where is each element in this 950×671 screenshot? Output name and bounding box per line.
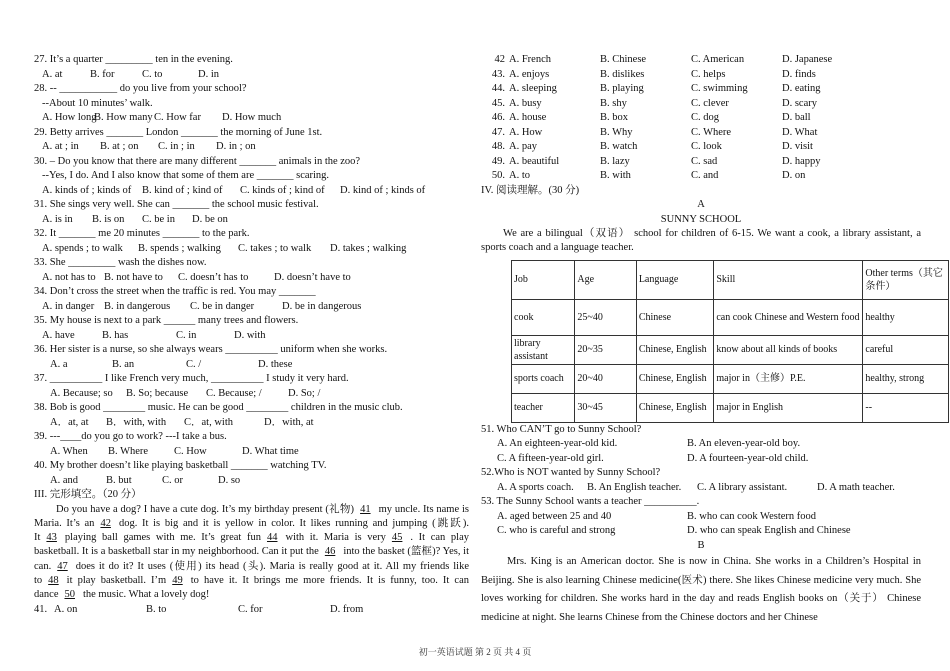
option: C. American <box>691 54 745 65</box>
option-row <box>481 437 921 452</box>
option-number: 48. <box>491 141 505 152</box>
option: B. shy <box>600 97 627 109</box>
cloze-option-row <box>481 97 921 112</box>
cloze-option-row <box>481 53 921 68</box>
option: A. in danger <box>42 300 95 312</box>
option: D. from <box>330 603 364 615</box>
jobs-table <box>511 260 949 423</box>
cloze-option-row <box>481 111 921 126</box>
cloze-option-row <box>481 82 921 97</box>
option: A. An eighteen-year-old kid. <box>497 438 618 450</box>
option: A. a <box>50 358 68 370</box>
table-cell: know about all kinds of books <box>714 335 863 364</box>
cloze-blank: 43 <box>46 532 57 544</box>
option: A. sleeping <box>509 83 557 94</box>
option: D. Japanese <box>782 54 833 65</box>
option-row <box>34 387 469 402</box>
question-stem: 53. The Sunny School wants a teacher __________. <box>481 496 700 508</box>
option: C. or <box>162 474 183 486</box>
option-row <box>34 140 469 155</box>
option: A. kinds of ; kinds of <box>42 184 132 196</box>
question-stem: 27. It’s a quarter _________ ten in the evening. <box>34 54 233 65</box>
question-stem: 31. She sings very well. She can _______ the school music festival. <box>34 199 319 210</box>
option: D. with <box>234 329 266 341</box>
cloze-blank: 48 <box>48 574 59 586</box>
option-number: 42 <box>494 54 505 65</box>
option-row <box>34 445 469 460</box>
option-row <box>34 184 469 199</box>
option: C. How far <box>154 112 201 123</box>
cloze-blank: 47 <box>57 560 68 572</box>
option: A. spends ; to walk <box>42 242 123 254</box>
option: D. So; / <box>288 387 321 399</box>
table-cell: can cook Chinese and Western food <box>714 299 863 335</box>
table-header-cell: Language <box>636 260 714 299</box>
question-stem: 39. ---____do you go to work? ---I take a bus. <box>34 431 227 442</box>
option: C. kinds of ; kind of <box>240 184 325 196</box>
option: C. Because; / <box>206 387 262 399</box>
option: D. doesn’t have to <box>274 271 351 283</box>
table-cell: healthy, strong <box>863 364 949 393</box>
option: B. who can cook Western food <box>687 510 817 522</box>
option: C. doesn’t has to <box>178 271 249 283</box>
option: B. but <box>106 474 132 486</box>
left-column <box>34 53 469 617</box>
question-stem: 33. She _________ wash the dishes now. <box>34 257 207 268</box>
option: B. Chinese <box>600 54 647 65</box>
cloze-blank: 42 <box>100 517 111 529</box>
option: B. at ; on <box>100 141 139 152</box>
option-number: 47. <box>491 126 505 138</box>
cloze-text: my uncle. Its name is Maria. It’s an <box>34 503 469 529</box>
table-cell: 20~35 <box>575 335 636 364</box>
option: A. aged between 25 and 40 <box>497 510 612 522</box>
option: D. A fourteen-year-old child. <box>687 452 809 464</box>
cloze-text: it play basketball. I’m <box>66 574 167 586</box>
option: C. / <box>186 358 202 370</box>
cloze-blank: 41 <box>360 503 371 515</box>
cloze-text: with it. Maria is very <box>285 532 386 544</box>
option: A. When <box>50 445 88 457</box>
table-header-cell: Skill <box>714 260 863 299</box>
option: A. have <box>42 329 75 341</box>
cloze-blank: 50 <box>64 589 75 601</box>
cloze-blank: 46 <box>324 546 336 558</box>
table-row <box>512 364 949 393</box>
section-heading: III. 完形填空。（20 分） <box>34 489 142 500</box>
option: B. spends ; walking <box>138 242 221 254</box>
option: B. dislikes <box>600 68 645 80</box>
option-row <box>34 111 469 126</box>
option: B. not have to <box>104 271 163 283</box>
option: D. kind of ; kinds of <box>340 184 426 196</box>
cloze-blank: 45 <box>391 532 403 544</box>
option-row <box>34 329 469 344</box>
option: C. for <box>238 603 263 615</box>
option: C. clever <box>691 97 729 109</box>
option: A. not has to <box>42 271 96 283</box>
table-cell: teacher <box>512 393 575 422</box>
option-number: 41. <box>34 603 48 615</box>
option: D. takes ; walking <box>330 242 407 254</box>
option: C. be in <box>142 213 175 225</box>
option: A. pay <box>509 141 537 152</box>
option: D. A math teacher. <box>817 481 895 493</box>
option: D. How much <box>222 112 282 123</box>
option: B. Where <box>108 445 149 457</box>
option-row <box>34 68 469 83</box>
option: C. swimming <box>691 83 748 94</box>
option: C. be in danger <box>190 300 255 312</box>
table-row <box>512 299 949 335</box>
option: C. helps <box>691 68 726 80</box>
option-number: 50. <box>491 170 505 181</box>
option: B. with <box>600 170 631 181</box>
option: B. to <box>146 603 167 615</box>
cloze-option-row <box>481 68 921 83</box>
question-stem: 38. Bob is good ________ music. He can be good ________ children in the music club. <box>34 402 403 413</box>
option-row <box>481 524 921 539</box>
option: D. happy <box>782 155 821 167</box>
option: C. Where <box>691 126 732 138</box>
option: B. lazy <box>600 155 630 167</box>
question-stem: 40. My brother doesn’t like playing basketball _______ watching TV. <box>34 460 327 471</box>
part-label: B <box>697 539 705 551</box>
option: B. has <box>102 329 129 341</box>
option: C. to <box>142 68 163 80</box>
question-stem: 37. __________ I like French very much, __________ I study it very hard. <box>34 373 349 384</box>
option: D．with, at <box>264 416 314 428</box>
option: B. in dangerous <box>104 300 171 312</box>
part-label: A <box>697 199 705 210</box>
option-row <box>34 358 469 373</box>
option: B. is on <box>92 213 125 225</box>
option: A．at, at <box>50 416 89 428</box>
question-stem: 29. Betty arrives _______ London _______ the morning of June 1st. <box>34 126 323 138</box>
option: C. A fifteen-year-old girl. <box>497 452 604 464</box>
option: D. be on <box>192 213 228 225</box>
option: A. and <box>50 474 78 486</box>
table-cell: sports coach <box>512 364 575 393</box>
option: D. finds <box>782 68 816 80</box>
option: A. house <box>509 112 547 123</box>
option: B. an <box>112 358 135 370</box>
option: B．with, with <box>106 416 167 428</box>
option: A. How <box>509 126 543 138</box>
option: A. French <box>509 54 551 65</box>
option: A. at <box>42 68 63 80</box>
table-cell: 25~40 <box>575 299 636 335</box>
page-footer: 初一英语试题 第 2 页 共 4 页 <box>418 647 532 657</box>
school-title: SUNNY SCHOOL <box>660 213 742 225</box>
option: C. who is careful and strong <box>497 525 616 537</box>
option: C. sad <box>691 155 718 167</box>
option-row <box>481 452 921 467</box>
cloze-text: does it do it? It uses (使用) its head (头). Maria is really good at it. All my friends like to <box>34 560 469 586</box>
option: C. dog <box>691 112 720 123</box>
option-number: 49. <box>491 155 505 167</box>
option-row <box>481 481 921 496</box>
option: B. watch <box>600 141 638 152</box>
passage-b: Mrs. King is an American doctor. She is now in China. She works in a Children’s Hospital in Beijing. She is also learning Chinese medicine(医术) there. She likes Chinese medicine very much. She loves working for children. She works hard in the day and reads English books on（关于） Chinese medicine at night. She learns Chinese from the Chinese doctors and her Chinese <box>481 556 921 623</box>
question-stem: 34. Don’t cross the street when the traffic is red. You may _______ <box>34 286 316 297</box>
cloze-text: the music. What a lovely dog! <box>82 589 210 601</box>
table-cell: Chinese <box>636 299 714 335</box>
cloze-text: dog. It is big and it is yellow in color. It likes running and jumping (跳跃). It <box>34 517 469 544</box>
table-cell: -- <box>863 393 949 422</box>
question-stem: 35. My house is next to a park ______ many trees and flowers. <box>34 315 299 326</box>
option: A. How long <box>42 112 97 123</box>
option: C. A library assistant. <box>697 481 788 493</box>
table-cell: library assistant <box>512 335 575 364</box>
table-header-cell: Age <box>575 260 636 299</box>
option: C. How <box>174 445 207 457</box>
table-cell: healthy <box>863 299 949 335</box>
table-row <box>512 393 949 422</box>
option-row <box>34 474 469 489</box>
option: A. busy <box>509 97 542 109</box>
option: B. kind of ; kind of <box>142 184 223 196</box>
table-cell: careful <box>863 335 949 364</box>
option: A. to <box>509 170 530 181</box>
cloze-option-row <box>481 126 921 141</box>
question-stem: 52.Who is NOT wanted by Sunny School? <box>481 467 661 479</box>
option: B. An eleven-year-old boy. <box>687 438 801 450</box>
option: D. ball <box>782 112 811 123</box>
option: C. in ; in <box>158 141 195 152</box>
cloze-passage <box>34 503 469 603</box>
option-row <box>34 416 469 431</box>
table-cell: Chinese, English <box>636 364 714 393</box>
option-row <box>34 213 469 228</box>
option: A. at ; in <box>42 141 79 152</box>
option: B. for <box>90 68 115 80</box>
option-row <box>34 603 469 618</box>
option-row <box>34 300 469 315</box>
cloze-text: playing ball games with me. It’s great fun <box>64 532 261 544</box>
cloze-text: Do you have a dog? I have a cute dog. It’s my birthday present (礼物) <box>56 503 355 515</box>
option: D. be in dangerous <box>282 300 362 312</box>
table-cell: Chinese, English <box>636 335 714 364</box>
table-row <box>512 335 949 364</box>
cloze-text: to have it. It brings me more friends. It is funny, too. It can dance <box>34 574 469 601</box>
option: C. look <box>691 141 722 152</box>
option: C. in <box>176 329 197 341</box>
option: C．at, with <box>184 416 233 428</box>
table-header-cell: Other terms（其它条件） <box>863 260 949 299</box>
table-cell: 20~40 <box>575 364 636 393</box>
option: B. How many <box>94 112 153 123</box>
option: A. enjoys <box>509 68 550 80</box>
table-cell: 30~45 <box>575 393 636 422</box>
option: B. So; because <box>126 387 189 399</box>
question-line2: --Yes, I do. And I also know that some of them are _______ scaring. <box>42 170 330 181</box>
option: A. is in <box>42 213 73 225</box>
cloze-text: . It can play basketball. It is a basketball star in my neighborhood. Can it put the <box>34 532 470 558</box>
option: A. A sports coach. <box>497 481 574 493</box>
option: B. An English teacher. <box>587 481 682 493</box>
cloze-text: into the basket (篮框)? Yes, it can. <box>34 546 469 572</box>
option: D. in ; on <box>216 141 256 152</box>
option-number: 43. <box>491 68 505 80</box>
table-cell: major in English <box>714 393 863 422</box>
option-row <box>34 271 469 286</box>
option: B. playing <box>600 83 644 94</box>
cloze-option-row <box>481 155 921 170</box>
question-line2: --About 10 minutes’ walk. <box>42 97 153 109</box>
option: A. Because; so <box>50 387 113 399</box>
option-number: 45. <box>491 97 505 109</box>
option-number: 46. <box>491 112 505 123</box>
question-stem: 51. Who CAN’T go to Sunny School? <box>481 423 642 435</box>
question-stem: 28. -- ___________ do you live from your school? <box>34 83 247 94</box>
option: D. What <box>782 126 818 138</box>
question-stem: 30. – Do you know that there are many different _______ animals in the zoo? <box>34 155 361 167</box>
intro-text: We are a bilingual（双语） school for children of 6-15. We want a cook, a library assistant, a sports coach and a language teacher. <box>481 228 921 254</box>
option: C. and <box>691 170 719 181</box>
option: D. these <box>258 358 293 370</box>
option: D. in <box>198 68 219 80</box>
option-row <box>34 242 469 257</box>
table-header-row <box>512 260 949 299</box>
option: A. beautiful <box>509 155 560 167</box>
table-cell: Chinese, English <box>636 393 714 422</box>
option: B. box <box>600 112 629 123</box>
option: D. visit <box>782 141 813 152</box>
question-stem: 36. Her sister is a nurse, so she always wears __________ uniform when she works. <box>34 344 388 355</box>
option: B. Why <box>600 126 633 138</box>
right-column <box>481 53 943 627</box>
section-heading: IV. 阅读理解。(30 分) <box>481 184 580 196</box>
option: C. takes ; to walk <box>238 242 312 254</box>
option: D. so <box>218 474 241 486</box>
table-cell: cook <box>512 299 575 335</box>
option-number: 44. <box>491 83 505 94</box>
cloze-option-row <box>481 140 921 155</box>
option: D. eating <box>782 83 821 94</box>
option: D. What time <box>242 445 299 457</box>
cloze-blank: 44 <box>266 532 278 544</box>
question-stem: 32. It _______ me 20 minutes _______ to the park. <box>34 228 250 239</box>
option-row <box>481 510 921 525</box>
cloze-blank: 49 <box>172 574 183 586</box>
option: D. on <box>782 170 806 181</box>
option: A. on <box>54 603 78 615</box>
option: D. who can speak English and Chinese <box>687 525 851 537</box>
cloze-option-row <box>481 169 921 184</box>
table-cell: major in（主修）P.E. <box>714 364 863 393</box>
table-header-cell: Job <box>512 260 575 299</box>
option: D. scary <box>782 97 817 109</box>
